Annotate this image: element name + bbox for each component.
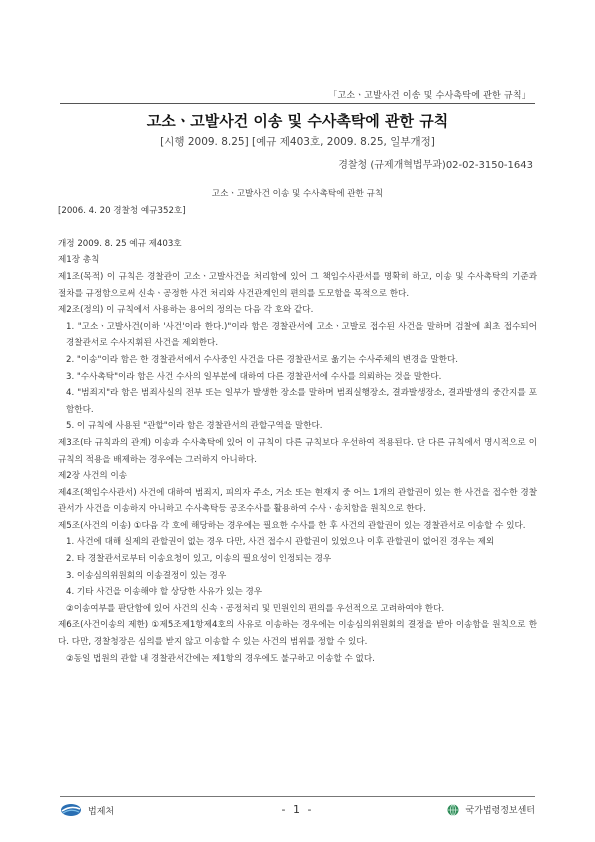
footer-divider bbox=[60, 796, 535, 797]
running-header: 「고소ㆍ고발사건 이송 및 수사촉탁에 관한 규칙」 bbox=[328, 91, 531, 101]
article-2-item-1: 1. "고소ㆍ고발사건(이하 '사건'이라 한다.)"이라 함은 경찰관서에 고소ㆍ고발로 접수된 사건을 말하며 검찰에 최초 접수되어 경찰관서로 수사지휘된 사건을 제외한다. bbox=[66, 321, 537, 349]
footer-right-label: 국가법령정보센터 bbox=[465, 806, 535, 816]
page-footer bbox=[60, 803, 535, 819]
revision-note: 개정 2009. 8. 25 예규 제403호 bbox=[58, 238, 182, 249]
article-2-item-5: 5. 이 규칙에 사용된 "관할"이라 함은 경찰관서의 관할구역을 말한다. bbox=[66, 421, 323, 432]
article-1: 제1조(목적) 이 규칙은 경찰관이 고소ㆍ고발사건을 처리함에 있어 그 책임수사관서를 명확히 하고, 이송 및 수사촉탁의 기준과 절차를 규정함으로써 신속ㆍ공정한 사건 처리와 사건관계인의 편의를 도모함을 목적으로 한다. bbox=[58, 271, 537, 299]
article-2-item-4: 4. "범죄지"라 함은 범죄사실의 전부 또는 일부가 발생한 장소를 말하며 범죄실행장소, 결과발생장소, 결과발생의 중간지를 포함한다. bbox=[66, 388, 537, 415]
chapter-heading: 제2장 사건의 이송 bbox=[58, 471, 128, 482]
agency-contact: 경찰청 (규제개혁법무과)02-02-3150-1643 bbox=[338, 160, 533, 171]
article-5-item-4: 4. 기타 사건을 이송해야 할 상당한 사유가 있는 경우 bbox=[66, 587, 263, 598]
article-6: 제6조(사건이송의 제한) ①제5조제1항제4호의 사유로 이송하는 경우에는 이송심의위원회의 결정을 받아 이송함을 원칙으로 한다. 다만, 경찰청장은 심의를 받지 않고 이송할 수 있는 사건의 범위를 정할 수 있다. bbox=[58, 620, 537, 648]
rule-name: 고소ㆍ고발사건 이송 및 수사촉탁에 관한 규칙 bbox=[211, 189, 384, 199]
article-4: 제4조(책임수사관서) 사건에 대하여 범죄지, 피의자 주소, 거소 또는 현재지 중 어느 1개의 관할권이 있는 한 사건을 접수한 경찰관서가 사건을 이송하지 아니하고 수사촉탁등 공조수사를 활용하여 수사ㆍ송치함을 원칙으로 한다. bbox=[58, 487, 537, 515]
document-subtitle: [시행 2009. 8.25] [예규 제403호, 2009. 8.25, 일부개정] bbox=[160, 136, 435, 148]
article-2-item-3: 3. "수사촉탁"이라 함은 사건 수사의 일부분에 대하여 다른 경찰관서에 수사를 의뢰하는 것을 말한다. bbox=[66, 371, 442, 382]
article-5-item-3: 3. 이송심의위원회의 이송결정이 있는 경우 bbox=[66, 570, 227, 581]
document-body bbox=[58, 186, 537, 667]
footer-left-label: 법제처 bbox=[88, 806, 115, 817]
article-3: 제3조(타 규칙과의 관계) 이송과 수사촉탁에 있어 이 규칙이 다른 규칙보다 우선하여 적용된다. 단 다른 규칙에서 명시적으로 이 규칙의 적용을 배제하는 경우에는 그러하지 아니하다. bbox=[58, 437, 537, 465]
document-title: 고소ㆍ고발사건 이송 및 수사촉탁에 관한 규칙 bbox=[146, 112, 449, 130]
article-5-item-1: 1. 사건에 대해 실제의 관할권이 없는 경우 다만, 사건 접수시 관할권이 있었으나 이후 관할권이 없어진 경우는 제외 bbox=[66, 537, 495, 548]
spacer bbox=[58, 219, 537, 236]
article-5-item-2: 2. 타 경찰관서로부터 이송요청이 있고, 이송의 필요성이 인정되는 경우 bbox=[66, 554, 332, 565]
article-2-item-2: 2. "이송"이라 함은 한 경찰관서에서 수사중인 사건을 다른 경찰관서로 옮기는 수사주체의 변경을 말한다. bbox=[66, 354, 458, 365]
enactment-note: [2006. 4. 20 경찰청 예규352호] bbox=[58, 205, 186, 216]
page-number: - 1 - bbox=[281, 803, 314, 816]
article-2: 제2조(정의) 이 규칙에서 사용하는 용어의 정의는 다음 각 호와 같다. bbox=[58, 305, 314, 316]
article-6-paragraph-2: ②동일 법원의 관할 내 경찰관서간에는 제1항의 경우에도 불구하고 이송할 수 없다. bbox=[66, 653, 375, 664]
globe-logo-icon bbox=[447, 804, 459, 816]
chapter-heading: 제1장 총칙 bbox=[58, 255, 100, 266]
footer-right bbox=[447, 803, 535, 816]
article-5-paragraph-2: ②이송여부를 판단함에 있어 사건의 신속ㆍ공정처리 및 민원인의 편의를 우선적으로 고려하여야 한다. bbox=[66, 603, 445, 614]
header-divider bbox=[60, 103, 535, 104]
article-5: 제5조(사건의 이송) ①다음 각 호에 해당하는 경우에는 필요한 수사를 한 후 사건의 관할권이 있는 경찰관서로 이송할 수 있다. bbox=[58, 520, 526, 531]
